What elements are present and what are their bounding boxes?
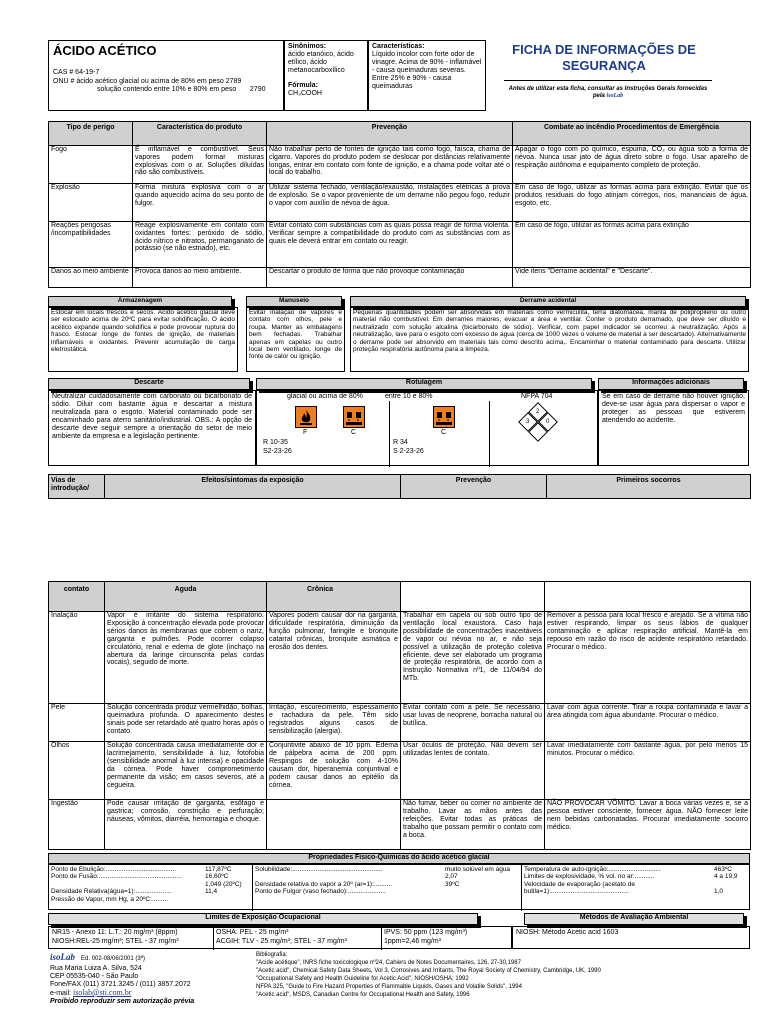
props-box [48, 864, 750, 910]
prop-value: 2,07 [445, 873, 458, 881]
props-divider-2 [521, 865, 522, 911]
hazard-char: É inflamável e combustível. Seus vapores podem formar misturas explosivas com o ar. Soluções diluídas não são combustíveis. [133, 146, 267, 184]
exposure-header-contato: contato [49, 582, 105, 612]
exposure-header-prevention: Prevenção [401, 475, 547, 499]
props-col-3 [524, 866, 748, 896]
hazard-table [48, 121, 751, 288]
limit-nr15: NR15 - Anexo 11: L.T.: 20 mg/m³ (8ppm) [52, 929, 178, 936]
table-row [49, 184, 751, 222]
hazard-prev: Não trabalhar perto de fontes de ignição tais como fogo, faísca, chama de cigarro. Vapores do produto podem se deslocar por distâncias relativamente longas, entrar em contato com fonte de ignição, e a chama pode voltar até o local do trabalho. [267, 146, 513, 184]
exposure-header-effects: Efeitos/sintomas da exposição [105, 475, 401, 499]
risk-phrases-dilute: R 34 [393, 439, 408, 446]
table-row [49, 222, 751, 268]
prop-label: Pressão de Vapor, mm Hg, a 20ºC:......... [51, 895, 169, 903]
limits-divider-1 [213, 927, 214, 950]
route-olhos: Olhos [49, 742, 105, 800]
table-row [49, 146, 751, 184]
prop-value: 1,0 [714, 888, 724, 896]
prop-value: 463ºC [714, 866, 732, 873]
hazard-char: Forma mistura explosiva com o ar quando aquecido acima do seu ponto de fulgor. [133, 184, 267, 222]
company-address-2: CEP 05535-040 - São Paulo [50, 973, 139, 980]
limit-ipvs: IPVS: 50 ppm (123 mg/m³) [384, 929, 468, 936]
prop-label: Temperatura de auto-ignição:............................. [524, 866, 661, 873]
prop-label: Densidade Relativa(água=1):.................... [51, 888, 172, 896]
exposure-header-empty-1 [401, 582, 545, 612]
onu-number-1: ONU # ácido acético glacial ou acima de 80% em peso 2789 [53, 78, 242, 85]
hazard-header-combat: Combate ao incêndio Procedimentos de Emergência [513, 122, 751, 146]
formula-text: CH₃COOH [288, 90, 322, 97]
product-title: ÁCIDO ACÉTICO [53, 43, 157, 58]
exposure-prevention: Trabalhar em capela ou sob outro tipo de ventilação local exaustora. Caso haja possibilidade de concentrações inaceitáveis de vapor ou névoa no ar, e não seja possível a utilização de proteção coletiva eficiente, deve ser elaborado um programa de proteção respiratória, de acordo com a Instrução Normativa nº1, de 11/04/94 do MTb. [401, 612, 545, 704]
bibliography-item: "Occupational Safety and Health Guideline for Acetic Acid", NIOSH/OSHA; 1992 [256, 976, 469, 982]
corrosive-icon [433, 406, 455, 428]
limit-acgih: ACGIH: TLV - 25 mg/m³; STEL - 37 mg/m³ [216, 938, 347, 945]
hazard-prev: Descartar o produto de forma que não provoque contaminação [267, 268, 513, 288]
hazard-combat: Em caso de fogo, utilizar as formas acima para extinção [513, 222, 751, 268]
descarte-text: Neutralizar cuidadosamente com carbonato ou bicarbonato de sódio. Diluir com bastante água e descartar a mistura neutralizada para o esgoto. Material contaminado pode ser encaminhado para aterro sanitário/industrial. OBS.: A opção de descarte deve seguir sempre a orientação do setor de meio ambiente da empresa e a legislação pertinente. [48, 390, 256, 466]
armazenagem-text: Estocar em locais frescos e secos. Ácido acético glacial deve ser estocado acima de 20ºC para evitar solidificação. O ácido acético expande quando solidifica e pode provocar ruptura do frasco. Estocar longe de fontes de ignição, de materiais inflamáveis e oxidantes. Prevenir acumulação de carga eletrostática. [48, 307, 238, 372]
limit-ppm-conversion: 1ppm=2,46 mg/m³ [384, 938, 441, 945]
ficha-note-text: Antes de utilizar esta ficha, consultar as Instruções Gerais fornecidas pela [508, 86, 708, 99]
ficha-note-logo: isoLab [606, 93, 624, 99]
characteristics-text: Líquido incolor com forte odor de vinagre. Acima de 90% - inflamável - causa queimaduras severas. Entre 25% e 90% - causa queimaduras [372, 51, 482, 90]
methods-title: Métodos de Avaliação Ambiental [524, 913, 744, 925]
prop-value: 1,049 (20ºC) [205, 880, 242, 888]
company-email-line [50, 989, 250, 998]
prop-label: Ponto de Ebulição:....................................... [51, 866, 176, 873]
limits-box [48, 926, 512, 949]
hazard-char: Reage explosivamente em contato com oxidantes fortes: peróxido de sódio, ácido nítrico e nitratos, permanganato de potássio (se não estriado), etc. [133, 222, 267, 268]
table-row [49, 704, 751, 742]
label-nfpa-title: NFPA 704 [521, 393, 553, 400]
props-col-1 [51, 866, 249, 903]
safety-phrases-dilute: S 2-23-26 [393, 448, 424, 455]
rotulagem-box [256, 390, 598, 466]
hazard-type-explosao: Explosão [49, 184, 133, 222]
descarte-title: Descarte [48, 378, 250, 390]
chronic-effect: Conjuntivite abaixo de 10 ppm. Edema de pálpebra acima de 200 ppm. Respingos de solução com 4-10% causam dor, hiperanemia conjuntival e podem causar danos ao epitélio da córnea. [267, 742, 401, 800]
table-row [49, 742, 751, 800]
prop-label: Ponto de Fulgor (vaso fechado):..................... [255, 888, 386, 896]
risk-phrases-glacial: R 10-35 [263, 439, 288, 446]
derrame-title: Derrame acidental [350, 296, 746, 307]
info-title: Informações adicionais [598, 378, 744, 390]
label-dilute-title: entre 10 e 80% [385, 393, 433, 400]
prop-value: 16,60ºC [205, 873, 229, 881]
props-title: Propriedades Físico-Químicas do ácido acético glacial [48, 853, 750, 864]
methods-text: NIOSH: Método Acetic acid 1603 [512, 926, 750, 949]
limits-title: Limites de Exposição Ocupacional [48, 913, 478, 925]
exposure-header-aguda: Aguda [105, 582, 267, 612]
exposure-header-table [48, 474, 751, 499]
footer-company [50, 952, 250, 1006]
formula-label: Fórmula: [288, 82, 318, 89]
prop-label: Limites de explosividade, % vol. no ar:........... [524, 873, 655, 881]
company-logo: isoLab [50, 952, 76, 962]
onu-number-2: solução contendo entre 10% e 80% em peso 2790 [97, 86, 266, 93]
corrosive-code-dilute: C [441, 429, 447, 436]
first-aid: Lavar imediatamente com bastante água, por pelo menos 15 minutos. Procurar o médico. [545, 742, 751, 800]
flammable-code: F [303, 429, 308, 436]
limit-osha: OSHA: PEL - 25 mg/m³ [216, 929, 289, 936]
hazard-header-prevention: Prevenção [267, 122, 513, 146]
bibliography-item: NFPA 325, "Guide to Fire Hazard Properties of Flammable Liquids, Gases and Volatile Solids", 1994 [256, 984, 522, 990]
synonyms-label: Sinônimos: [288, 43, 327, 50]
props-col-2 [255, 866, 517, 896]
nfpa-reactivity: 0 [546, 419, 550, 425]
prop-label: Solubilidade:.................................................. [255, 866, 383, 873]
prop-value: 39ºC [445, 880, 460, 888]
acute-effect: Pode causar irritação de garganta, esôfago e gastrica; corrosão, constrição e perfuração; náuseas, vômitos, diarréia, hemorragia e choque. [105, 800, 267, 850]
armazenagem-title: Armazenagem [48, 296, 232, 307]
hazard-table-header [49, 122, 751, 146]
characteristics-label: Características: [372, 43, 425, 50]
company-email-link[interactable]: isolab@sti.com.br [72, 988, 132, 997]
ficha-title: FICHA DE INFORMAÇÕES DE SEGURANÇA [512, 42, 696, 73]
acute-effect: Vapor é irritante do sistema respiratório. Exposição à concentração elevada pode provocar sérios danos às membranas que cobrem o nariz, garganta e pulmões. Pode ocorrer colapso circulatório, renal e edema de glote (inchaço na abertura da laringe circunscrita pelas cordas vocais), seguido de morte. [105, 612, 267, 704]
exposure-prevention: Usar óculos de proteção. Não devem ser utilizadas lentes de contato. [401, 742, 545, 800]
bibliography-item: "Acetic acid", Chemical Safety Data Sheets, Vol 3, Corrosives and Irritants, The Royal Society of Chemistry, Cambridge, UK, 1990 [256, 968, 601, 974]
prop-label: Ponto de Fusão:.............................................. [51, 873, 182, 881]
ficha-divider [504, 80, 712, 81]
first-aid: Remover a pessoa para local fresco e arejado. Se a vítima não estiver respirando, limpar os seus lábios de qualquer contaminação e aplicar respiração artificial. Mantê-la em repouso em razão do risco de acidente respiratório retardado. Procurar o médico. [545, 612, 751, 704]
limit-niosh: NIOSH:REL-25 mg/m³; STEL - 37 mg/m³ [52, 938, 179, 945]
prop-label: Densidade relativa do vapor a 20º (ar=1):.......... [255, 880, 392, 888]
label-col-divider-1 [389, 401, 390, 467]
hazard-char: Provoca danos ao meio ambiente. [133, 268, 267, 288]
derrame-text: Pequenas quantidades podem ser absorvidas em materiais como vermiculita, terra diatomácea, manta de polipropileno ou outro material não combustível. Em derrames maiores, evacuar a área e ventilar. Conter o produto derramado, que deve ser diluído e neutralizado com solução alcalina (bicarbonato de sódio). Verificar, com papel indicador se ocorreu a neutralização. Após a neutralização, lave para o esgoto com excesso de água (cerca de 1000 vezes o volume de material a ser descartado). Alternativamente o derrame pode ser absorvido em materiais tais como descrito acima,. Encaminhar o material contaminado para descarte. Utilizar proteção respiratória autônoma para a limpeza. [350, 307, 749, 372]
synonyms-box [284, 40, 368, 111]
edition-info: Ed. 002-08/06/2001 (3ª) [81, 956, 145, 962]
bibliography [256, 952, 750, 999]
table-row [49, 268, 751, 288]
exposure-header-empty-2 [545, 582, 751, 612]
limits-divider-2 [381, 927, 382, 950]
route-inalacao: Inalação [49, 612, 105, 704]
hazard-type-fogo: Fogo [49, 146, 133, 184]
bibliography-item: "Acide acétique", INRS fiche toxicologique nº24, Cahiers de Notes Documentaires, 126, 27-30,1987 [256, 960, 521, 966]
hazard-type-danos: Danos ao meio ambiente [49, 268, 133, 288]
bibliography-item: "Acetic acid", MSDS, Canadian Centre for Occupational Health and Safety, 1996 [256, 992, 470, 998]
table-row [49, 800, 751, 850]
hazard-prev: Utilizar sistema fechado, ventilação/exaustão, instalações elétricas à prova de explosão. Se o vapor proveniente de um derrame não pegou fogo, reduzir o vapor com auxílio de névoa de água. [267, 184, 513, 222]
corrosive-code: C [351, 429, 357, 436]
bibliography-title: Bibliografia: [256, 952, 288, 958]
cas-number: CAS # 64-19-7 [53, 69, 100, 76]
hazard-prev: Evitar contato com substâncias com as quais possa reagir de forma violenta. Verificar sempre a compatibilidade do produto com as substâncias com as quais ele deverá entrar em contato ou reagir. [267, 222, 513, 268]
acute-effect: Solução concentrada produz vermelhidão, bolhas, queimadura profunda. O aparecimento destes sinais pode ser retardado até quatro horas após o contato. [105, 704, 267, 742]
corrosive-icon [343, 406, 365, 428]
prop-value: muito solúvel em água [445, 866, 511, 873]
hazard-header-type: Tipo de perigo [49, 122, 133, 146]
synonyms-text: ácido etanóico, ácido etílico, ácido metanocarboxílico [288, 51, 354, 74]
exposure-header-first-aid: Primeiros socorros [547, 475, 751, 499]
hazard-combat: Apagar o fogo com pó químico, espuma, CO₂ ou água sob a forma de névoa. Nunca usar jato de água direto sobre o fogo. Usar aparelho de respiração autônoma e equipamento completo de proteção. [513, 146, 751, 184]
props-divider-1 [252, 865, 253, 911]
safety-phrases-glacial: S2-23-26 [263, 448, 292, 455]
exposure-prevention: Evitar contato com a pele. Se necessário, usar luvas de neoprene, borracha natural ou butílica. [401, 704, 545, 742]
reproduction-notice: Proibido reproduzir sem autorização prévia [50, 998, 195, 1005]
rotulagem-title: Rotulagem [256, 378, 592, 390]
acute-effect: Solução concentrada causa imediatamente dor e lacrimejamento, sensibilidade à luz, fotofobia (sensibilidade anormal à luz intensa) e opacidade da córnea. Pode haver comprometimento permanente da visão; em casos severos, até a cegueira. [105, 742, 267, 800]
info-text: Se em caso de derrame não houver ignição, deve-se usar água para dispersar o vapor e proteger as pessoas que estiverem atendendo ao acidente. [598, 390, 749, 466]
route-ingestao: Ingestão [49, 800, 105, 850]
chronic-effect: Irritação, escurecimento, espessamento e rachadura da pele. Têm sido registrados alguns casos de sensibilização (alergia). [267, 704, 401, 742]
characteristics-box [368, 40, 486, 111]
exposure-header-cronica: Crônica [267, 582, 401, 612]
nfpa-flammability: 2 [536, 409, 540, 415]
hazard-combat: Em caso de fogo, utilizar as formas acima para extinção. Evitar que os produtos residuais do fogo atinjam córregos, rios, mananciais de água, esgoto, etc. [513, 184, 751, 222]
prop-value: 11,4 [205, 888, 218, 896]
company-phone: Fone/FAX (011) 3721.3245 / (011) 3857.2072 [50, 981, 191, 988]
ficha-note [504, 86, 712, 100]
prop-value: 4 a 19,9 [714, 873, 738, 881]
exposure-prevention: Não fumar, beber ou comer no ambiente de trabalho. Lavar as mãos antes das refeições. Evitar todas as práticas de trabalho que possam permitir o contato com a boca. [401, 800, 545, 850]
header-identity-box [48, 40, 284, 111]
exposure-header-routes: Vias de introdução/ [49, 475, 105, 499]
email-label: e-mail: [50, 990, 72, 997]
prop-label: Velocidade de evaporação (acetato de butila=1):........................................... [524, 880, 635, 896]
label-glacial-title: glacial ou acima de 80% [287, 393, 363, 400]
chronic-effect [267, 800, 401, 850]
exposure-subheader [49, 582, 751, 612]
chronic-effect: Vapores podem causar dor na garganta, dificuldade respiratória, diminuição da função pulmonar, faringite e bronquite catarral crônicas, bronquite asmática e erosão dos dentes. [267, 612, 401, 704]
hazard-header-characteristic: Característica do produto [133, 122, 267, 146]
company-address-1: Rua Maria Luiza A. Silva, 524 [50, 965, 142, 972]
ficha-title-area [490, 40, 718, 111]
prop-value: 117,87ºC [205, 866, 232, 873]
hazard-combat: Vide itens "Derrame acidental" e "Descarte". [513, 268, 751, 288]
nfpa-health: 3 [526, 419, 530, 425]
manuseio-title: Manuseio [246, 296, 342, 307]
first-aid: Lavar com água corrente. Tirar a roupa contaminada e lavar a área atingida com água abundante. Procurar o médico. [545, 704, 751, 742]
route-pele: Pele [49, 704, 105, 742]
exposure-table [48, 581, 751, 850]
manuseio-text: Evitar inalação de vapores e contato com olhos, pele e roupa. Manter as embalagens bem fechadas. Trabalhar apenas em capelas ou outro local bem ventilado, longe de fonte de calor ou ignição. [246, 307, 345, 372]
nfpa-diamond-icon [515, 403, 561, 449]
flammable-icon [295, 406, 317, 428]
label-col-divider-2 [489, 401, 490, 467]
hazard-type-reacoes: Reações perigosas /incompatibilidades [49, 222, 133, 268]
table-row [49, 612, 751, 704]
first-aid: NÃO PROVOCAR VÔMITO. Lavar a boca várias vezes e, se a pessoa estiver consciente, fornecer água. NÃO fornecer leite nem bebidas carbonatadas. Procurar imediatamente socorro médico. [545, 800, 751, 850]
